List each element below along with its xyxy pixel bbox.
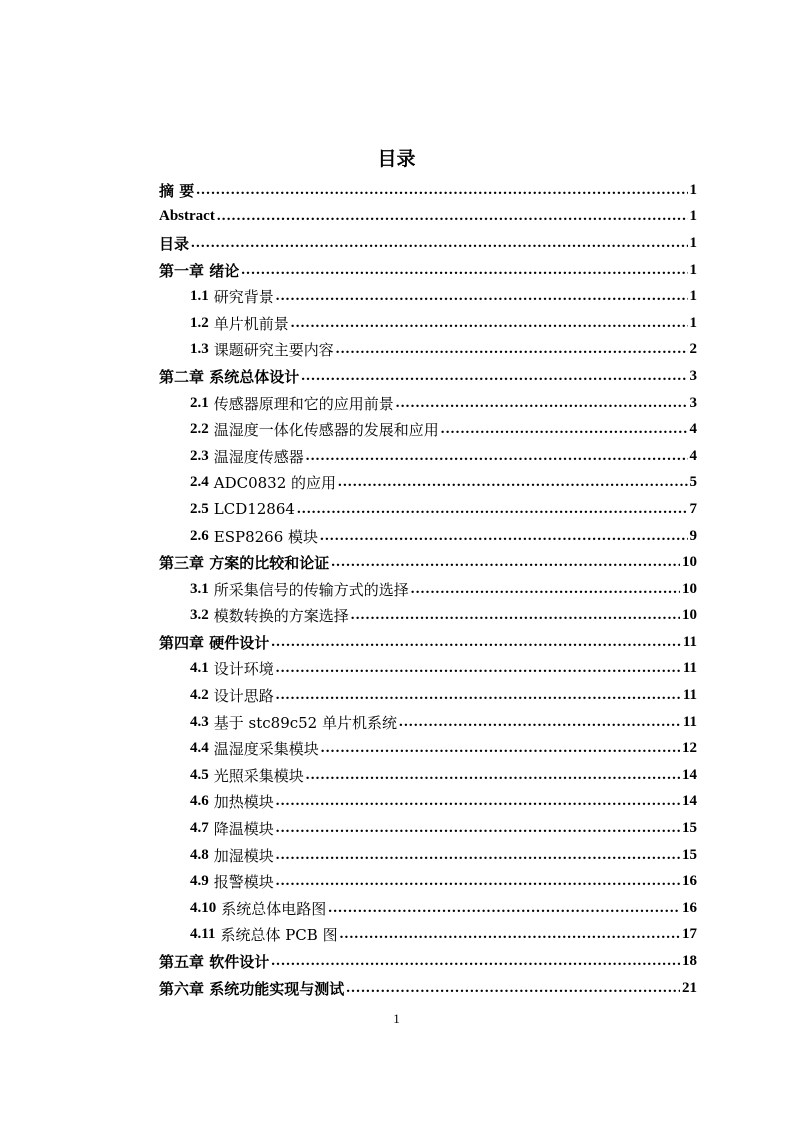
table-of-contents: [159, 177, 697, 1001]
toc-section-entry[interactable]: [159, 390, 697, 417]
toc-dot-leader: [276, 660, 681, 677]
toc-section-entry[interactable]: [159, 496, 697, 523]
toc-entry-number: 2.3: [190, 447, 209, 464]
toc-entry-page: 15: [682, 846, 697, 863]
toc-chapter-entry[interactable]: [159, 177, 697, 204]
toc-dot-leader: [191, 235, 687, 252]
toc-entry-page: 11: [682, 633, 697, 650]
toc-dot-leader: [441, 421, 688, 438]
toc-entry-label: 模数转换的方案选择: [213, 607, 349, 626]
toc-entry-number: 1.3: [190, 341, 209, 358]
toc-entry-label: 传感器原理和它的应用前景: [213, 394, 394, 413]
toc-section-entry[interactable]: [159, 868, 697, 895]
toc-section-entry[interactable]: [159, 682, 697, 709]
toc-dot-leader: [241, 262, 687, 279]
toc-section-entry[interactable]: [159, 443, 697, 470]
toc-dot-leader: [276, 687, 681, 704]
page-number: 1: [393, 1011, 400, 1026]
toc-entry-page: 7: [689, 500, 697, 517]
toc-dot-leader: [351, 607, 680, 624]
toc-dot-leader: [336, 341, 688, 358]
toc-chapter-entry[interactable]: [159, 549, 697, 576]
toc-entry-page: 16: [682, 899, 697, 916]
toc-entry-label: 设计思路: [213, 687, 274, 706]
toc-entry-label: 第三章 方案的比较和论证: [159, 554, 330, 573]
toc-entry-number: 4.1: [190, 660, 209, 677]
toc-chapter-entry[interactable]: [159, 363, 697, 390]
toc-entry-label: 光照采集模块: [213, 766, 304, 785]
toc-dot-leader: [346, 980, 680, 997]
toc-dot-leader: [276, 793, 680, 810]
toc-entry-page: 10: [682, 607, 697, 624]
toc-entry-label: 第五章 软件设计: [159, 953, 270, 972]
toc-dot-leader: [396, 395, 688, 412]
toc-section-entry[interactable]: [159, 656, 697, 683]
toc-dot-leader: [217, 208, 688, 225]
toc-entry-number: 2.5: [190, 500, 209, 517]
toc-chapter-entry[interactable]: [159, 629, 697, 656]
toc-entry-page: 1: [689, 288, 697, 305]
toc-entry-number: 2.1: [190, 394, 209, 411]
toc-entry-number: 1.2: [190, 314, 209, 331]
toc-entry-page: 17: [682, 926, 697, 943]
toc-dot-leader: [399, 714, 681, 731]
toc-chapter-entry[interactable]: [159, 975, 697, 1002]
toc-entry-label: 加湿模块: [213, 846, 274, 865]
toc-entry-page: 18: [682, 953, 697, 970]
toc-entry-number: 4.11: [190, 926, 216, 943]
toc-dot-leader: [411, 581, 680, 598]
toc-section-entry[interactable]: [159, 470, 697, 497]
toc-entry-number: 1.1: [190, 288, 209, 305]
toc-section-entry[interactable]: [159, 523, 697, 550]
toc-entry-label: 第四章 硬件设计: [159, 633, 270, 652]
toc-entry-label: 系统总体电路图: [221, 899, 327, 918]
toc-entry-page: 12: [682, 740, 697, 757]
toc-entry-number: 2.4: [190, 474, 209, 491]
toc-entry-page: 16: [682, 873, 697, 890]
toc-entry-number: 2.6: [190, 527, 209, 544]
toc-entry-page: 15: [682, 820, 697, 837]
toc-dot-leader: [276, 873, 680, 890]
toc-dot-leader: [271, 634, 681, 651]
toc-section-entry[interactable]: [159, 576, 697, 603]
toc-dot-leader: [276, 820, 680, 837]
toc-dot-leader: [276, 288, 688, 305]
toc-section-entry[interactable]: [159, 842, 697, 869]
toc-chapter-entry[interactable]: [159, 257, 697, 284]
toc-entry-label: 所采集信号的传输方式的选择: [213, 580, 409, 599]
toc-entry-number: 4.8: [190, 846, 209, 863]
toc-entry-page: 1: [689, 314, 697, 331]
toc-entry-label: 降温模块: [213, 820, 274, 839]
toc-entry-page: 9: [689, 527, 697, 544]
toc-entry-label: ADC0832 的应用: [213, 474, 337, 493]
toc-entry-number: 4.4: [190, 740, 209, 757]
toc-entry-number: 4.7: [190, 820, 209, 837]
toc-chapter-entry[interactable]: [159, 230, 697, 257]
toc-entry-page: 11: [682, 687, 697, 704]
toc-entry-page: 1: [689, 181, 697, 198]
toc-entry-page: 2: [689, 341, 697, 358]
toc-dot-leader: [331, 554, 680, 571]
toc-dot-leader: [271, 953, 680, 970]
toc-chapter-entry[interactable]: [159, 204, 697, 231]
toc-entry-label: 系统总体 PCB 图: [220, 926, 338, 945]
toc-entry-label: 温湿度一体化传感器的发展和应用: [213, 421, 439, 440]
toc-entry-page: 1: [689, 261, 697, 278]
toc-entry-label: 单片机前景: [213, 314, 289, 333]
toc-entry-page: 3: [689, 367, 697, 384]
toc-entry-number: 4.10: [190, 899, 217, 916]
toc-entry-label: 温湿度传感器: [213, 447, 304, 466]
toc-entry-label: 研究背景: [213, 288, 274, 307]
toc-section-entry[interactable]: [159, 416, 697, 443]
toc-section-entry[interactable]: [159, 709, 697, 736]
toc-dot-leader: [297, 501, 688, 518]
toc-dot-leader: [291, 315, 688, 332]
toc-entry-number: 4.2: [190, 687, 209, 704]
toc-section-entry[interactable]: [159, 895, 697, 922]
toc-section-entry[interactable]: [159, 815, 697, 842]
toc-dot-leader: [338, 474, 687, 491]
toc-section-entry[interactable]: [159, 310, 697, 337]
toc-entry-label: 第二章 系统总体设计: [159, 367, 300, 386]
toc-entry-number: 4.6: [190, 793, 209, 810]
toc-entry-number: 4.9: [190, 873, 209, 890]
toc-entry-page: 1: [689, 234, 697, 251]
page-title: 目录: [377, 148, 416, 170]
toc-entry-label: 第六章 系统功能实现与测试: [159, 979, 345, 998]
toc-dot-leader: [328, 900, 680, 917]
toc-entry-page: 11: [682, 660, 697, 677]
toc-entry-page: 4: [689, 447, 697, 464]
toc-entry-label: 摘 要: [159, 181, 195, 200]
toc-entry-number: 4.3: [190, 713, 209, 730]
toc-dot-leader: [196, 182, 687, 199]
toc-entry-label: Abstract: [159, 208, 215, 225]
toc-entry-page: 5: [689, 474, 697, 491]
toc-entry-label: 加热模块: [213, 793, 274, 812]
toc-dot-leader: [306, 767, 680, 784]
toc-dot-leader: [321, 740, 680, 757]
toc-dot-leader: [306, 448, 688, 465]
toc-entry-label: 温湿度采集模块: [213, 740, 319, 759]
toc-entry-page: 11: [682, 713, 697, 730]
toc-entry-page: 10: [682, 580, 697, 597]
toc-entry-page: 21: [682, 979, 697, 996]
toc-dot-leader: [301, 368, 687, 385]
toc-entry-number: 3.2: [190, 607, 209, 624]
toc-section-entry[interactable]: [159, 603, 697, 630]
toc-section-entry[interactable]: [159, 922, 697, 949]
toc-chapter-entry[interactable]: [159, 948, 697, 975]
toc-section-entry[interactable]: [159, 789, 697, 816]
toc-entry-number: 2.2: [190, 421, 209, 438]
toc-entry-number: 4.5: [190, 766, 209, 783]
toc-section-entry[interactable]: [159, 283, 697, 310]
toc-entry-label: 目录: [159, 234, 190, 253]
toc-entry-label: 设计环境: [213, 660, 274, 679]
toc-section-entry[interactable]: [159, 762, 697, 789]
toc-entry-page: 4: [689, 421, 697, 438]
toc-section-entry[interactable]: [159, 337, 697, 364]
toc-dot-leader: [340, 926, 680, 943]
toc-entry-label: LCD12864: [213, 500, 295, 519]
toc-entry-page: 10: [682, 554, 697, 571]
toc-entry-page: 14: [682, 793, 697, 810]
toc-entry-label: ESP8266 模块: [213, 527, 319, 546]
toc-section-entry[interactable]: [159, 735, 697, 762]
toc-entry-label: 报警模块: [213, 873, 274, 892]
toc-dot-leader: [320, 528, 687, 545]
toc-entry-label: 基于 stc89c52 单片机系统: [213, 713, 397, 732]
toc-entry-label: 第一章 绪论: [159, 261, 240, 280]
toc-entry-page: 1: [689, 208, 697, 225]
toc-dot-leader: [276, 847, 680, 864]
toc-entry-label: 课题研究主要内容: [213, 341, 334, 360]
toc-entry-number: 3.1: [190, 580, 209, 597]
toc-entry-page: 3: [689, 394, 697, 411]
toc-entry-page: 14: [682, 766, 697, 783]
